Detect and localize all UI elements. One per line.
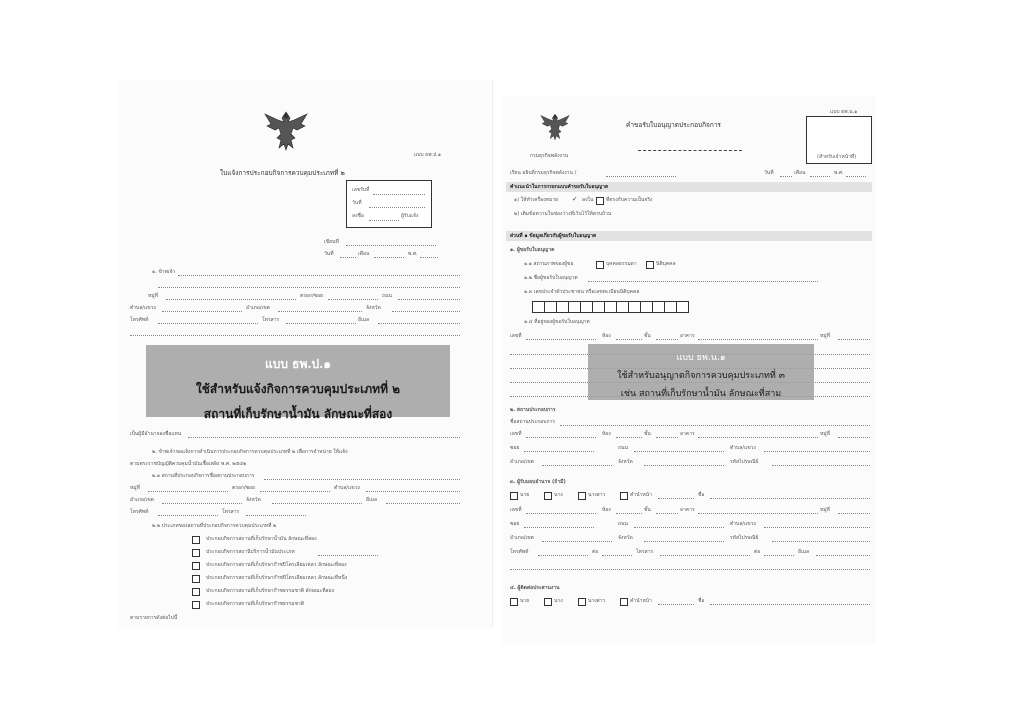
part1-band: ส่วนที่ ๑ ข้อมูลเกี่ยวกับผู้ขอรับใบอนุญาต	[506, 231, 872, 241]
instructions-band: คำแนะนำในการกรอกแบบคำขอรับใบอนุญาต	[506, 182, 872, 192]
option-checkbox[interactable]	[192, 562, 200, 570]
right-form-overlay-banner: แบบ ธพ.น.๑ ใช้สำหรับอนุญาตกิจการควบคุมประเภทที่ ๓ เช่น สถานที่เก็บรักษาน้ำมัน ลักษณะที่สาม	[588, 344, 814, 400]
garuda-emblem-icon	[261, 108, 311, 154]
left-form-overlay-banner: แบบ ธพ.ป.๑ ใช้สำหรับแจ้งกิจการควบคุมประเภทที่ ๒ สถานที่เก็บรักษาน้ำมัน ลักษณะที่สอง	[146, 345, 450, 417]
title-other-checkbox[interactable]	[620, 492, 628, 500]
department-name: กรมธุรกิจพลังงาน	[530, 153, 569, 159]
checkmark-icon: ✓	[572, 195, 578, 203]
contact-title-other-checkbox[interactable]	[620, 598, 628, 606]
option-checkbox[interactable]	[192, 588, 200, 596]
contact-title-miss-checkbox[interactable]	[578, 598, 586, 606]
officer-box: (สำหรับเจ้าหน้าที่)	[806, 116, 872, 164]
option-checkbox[interactable]	[192, 536, 200, 544]
left-form-page: แบบ ธพ.ป.๑ ใบแจ้งการประกอบกิจการควบคุมประเภทที่ ๒ เลขรับที่ วันที่ ลงชื่อ ผู้รับแจ้ง เขียนที่ วันที่ เดือน พ.ศ. ๑. ข้าพเจ้า หมู่ที่ ตรอก/ซอย ถนน ตำบล/แขวง อำเภอ/เขต จังหวัด โทรศัพท์ โทรสาร อีเมล แบบ ธพ.ป.๑ ใช้สำหรับแจ้งกิจการควบคุมประเภทที่ ๒ สถานที่เก็บรักษาน้ำมัน ลักษณะที่สอง เป็นผู้มีอำนาจลงชื่อแทน ๒. ข้าพเจ้าขอแจ้งการดำเนินการประกอบกิจการควบคุมประเภทที่ ๒ เพื่อการจำหน่าย ให้แจ้ง ตามพระราชบัญญัติควบคุมน้ำมันเชื้อเพลิง พ.ศ. ๒๕๔๒ ๒.๑ สถานที่ประกอบกิจการชื่อสถานประกอบการ หมู่ที่ ตรอก/ซอย ตำบล/แขวง อำเภอ/เขต จังหวัด อีเมล โทรศัพท์ โทรสาร ๒.๒ ประเภทของสถานที่ประกอบกิจการควบคุมประเภทที่ ๒ ประกอบกิจการสถานที่เก็บรักษาน้ำมัน ลักษณะที่สอง ประกอบกิจการสถานีบริการน้ำมันประเภท ประกอบกิจการสถานที่เก็บรักษาก๊าซปิโตรเลียมเหลว ลักษณะที่สอง ประกอบกิจการสถานที่เก็บรักษาก๊าซปิโตรเลียมเหลว ลักษณะที่หนึ่ง ประกอบกิจการสถานที่เก็บรักษาก๊าซธรรมชาติ ลักษณะที่สอง ประกอบกิจการสถานที่เก็บรักษาก๊าซธรรมชาติ ตามรายการดังต่อไปนี้	[118, 80, 493, 628]
juristic-checkbox[interactable]	[646, 261, 654, 269]
right-form-title: คำขอรับใบอนุญาตประกอบกิจการ	[626, 121, 721, 129]
title-miss-checkbox[interactable]	[578, 492, 586, 500]
individual-checkbox[interactable]	[596, 261, 604, 269]
title-mr-checkbox[interactable]	[510, 492, 518, 500]
example-checkbox	[596, 197, 604, 205]
garuda-emblem-icon	[538, 110, 572, 144]
title-mrs-checkbox[interactable]	[544, 492, 552, 500]
left-form-title: ใบแจ้งการประกอบกิจการควบคุมประเภทที่ ๒	[220, 169, 345, 177]
right-form-page: แบบ ธพ.น.๑ คำขอรับใบอนุญาตประกอบกิจการ กรมธุรกิจพลังงาน (สำหรับเจ้าหน้าที่) เรียน อธิบดีกรมธุรกิจพลังงาน / วันที่ เดือน พ.ศ. คำแนะนำในการกรอกแบบคำขอรับใบอนุญาต ๑) ให้ทำเครื่องหมาย ✓ ลงใน ที่ตรงกับความเป็นจริง ๒) เติมข้อความในช่องว่างที่เว้นไว้ให้ครบถ้วน ส่วนที่ ๑ ข้อมูลเกี่ยวกับผู้ขอรับใบอนุญาต ๑. ผู้ขอรับใบอนุญาต ๑.๑ สถานภาพของผู้ขอ บุคคลธรรมดา นิติบุคคล ๑.๒ ชื่อผู้ขอรับใบอนุญาต ๑.๓ เลขประจำตัวประชาชน หรือเลขทะเบียนนิติบุคคล ๑.๔ ที่อยู่ของผู้ขอรับใบอนุญาต เลขที่ ห้อง ชั้น อาคาร หมู่ที่ แบบ ธพ.น.๑ ใช้สำหรับอนุญาตกิจการควบคุมประเภทที่ ๓ เช่น สถานที่เก็บรักษาน้ำมัน ลักษณะที่สาม ๒. สถานประกอบการ ชื่อสถานประกอบการ เลขที่ ห้อง ชั้น อาคาร หมู่ที่ ซอย ถนน ตำบล/แขวง อำเภอ/เขต จังหวัด รหัสไปรษณีย์ ๓. ผู้รับมอบอำนาจ (ถ้ามี) นาย นาง นางสาว คำนำหน้า ชื่อ เลขที่ ห้อง ชั้น อาคาร หมู่ที่ ซอย ถนน ตำบล/แขวง อำเภอ/เขต จังหวัด รหัสไปรษณีย์ โทรศัพท์ ต่อ โทรสาร ต่อ อีเมล ๔. ผู้ติดต่อประสานงาน นาย นาง นางสาว คำนำหน้า ชื่อ	[502, 96, 876, 644]
left-doc-code: แบบ ธพ.ป.๑	[414, 152, 442, 158]
contact-title-mrs-checkbox[interactable]	[544, 598, 552, 606]
option-checkbox[interactable]	[192, 601, 200, 609]
contact-title-mr-checkbox[interactable]	[510, 598, 518, 606]
option-checkbox[interactable]	[192, 575, 200, 583]
receipt-box: เลขรับที่ วันที่ ลงชื่อ ผู้รับแจ้ง	[346, 180, 432, 228]
id-number-boxes[interactable]	[532, 301, 688, 313]
right-doc-code: แบบ ธพ.น.๑	[830, 109, 858, 115]
option-checkbox[interactable]	[192, 549, 200, 557]
